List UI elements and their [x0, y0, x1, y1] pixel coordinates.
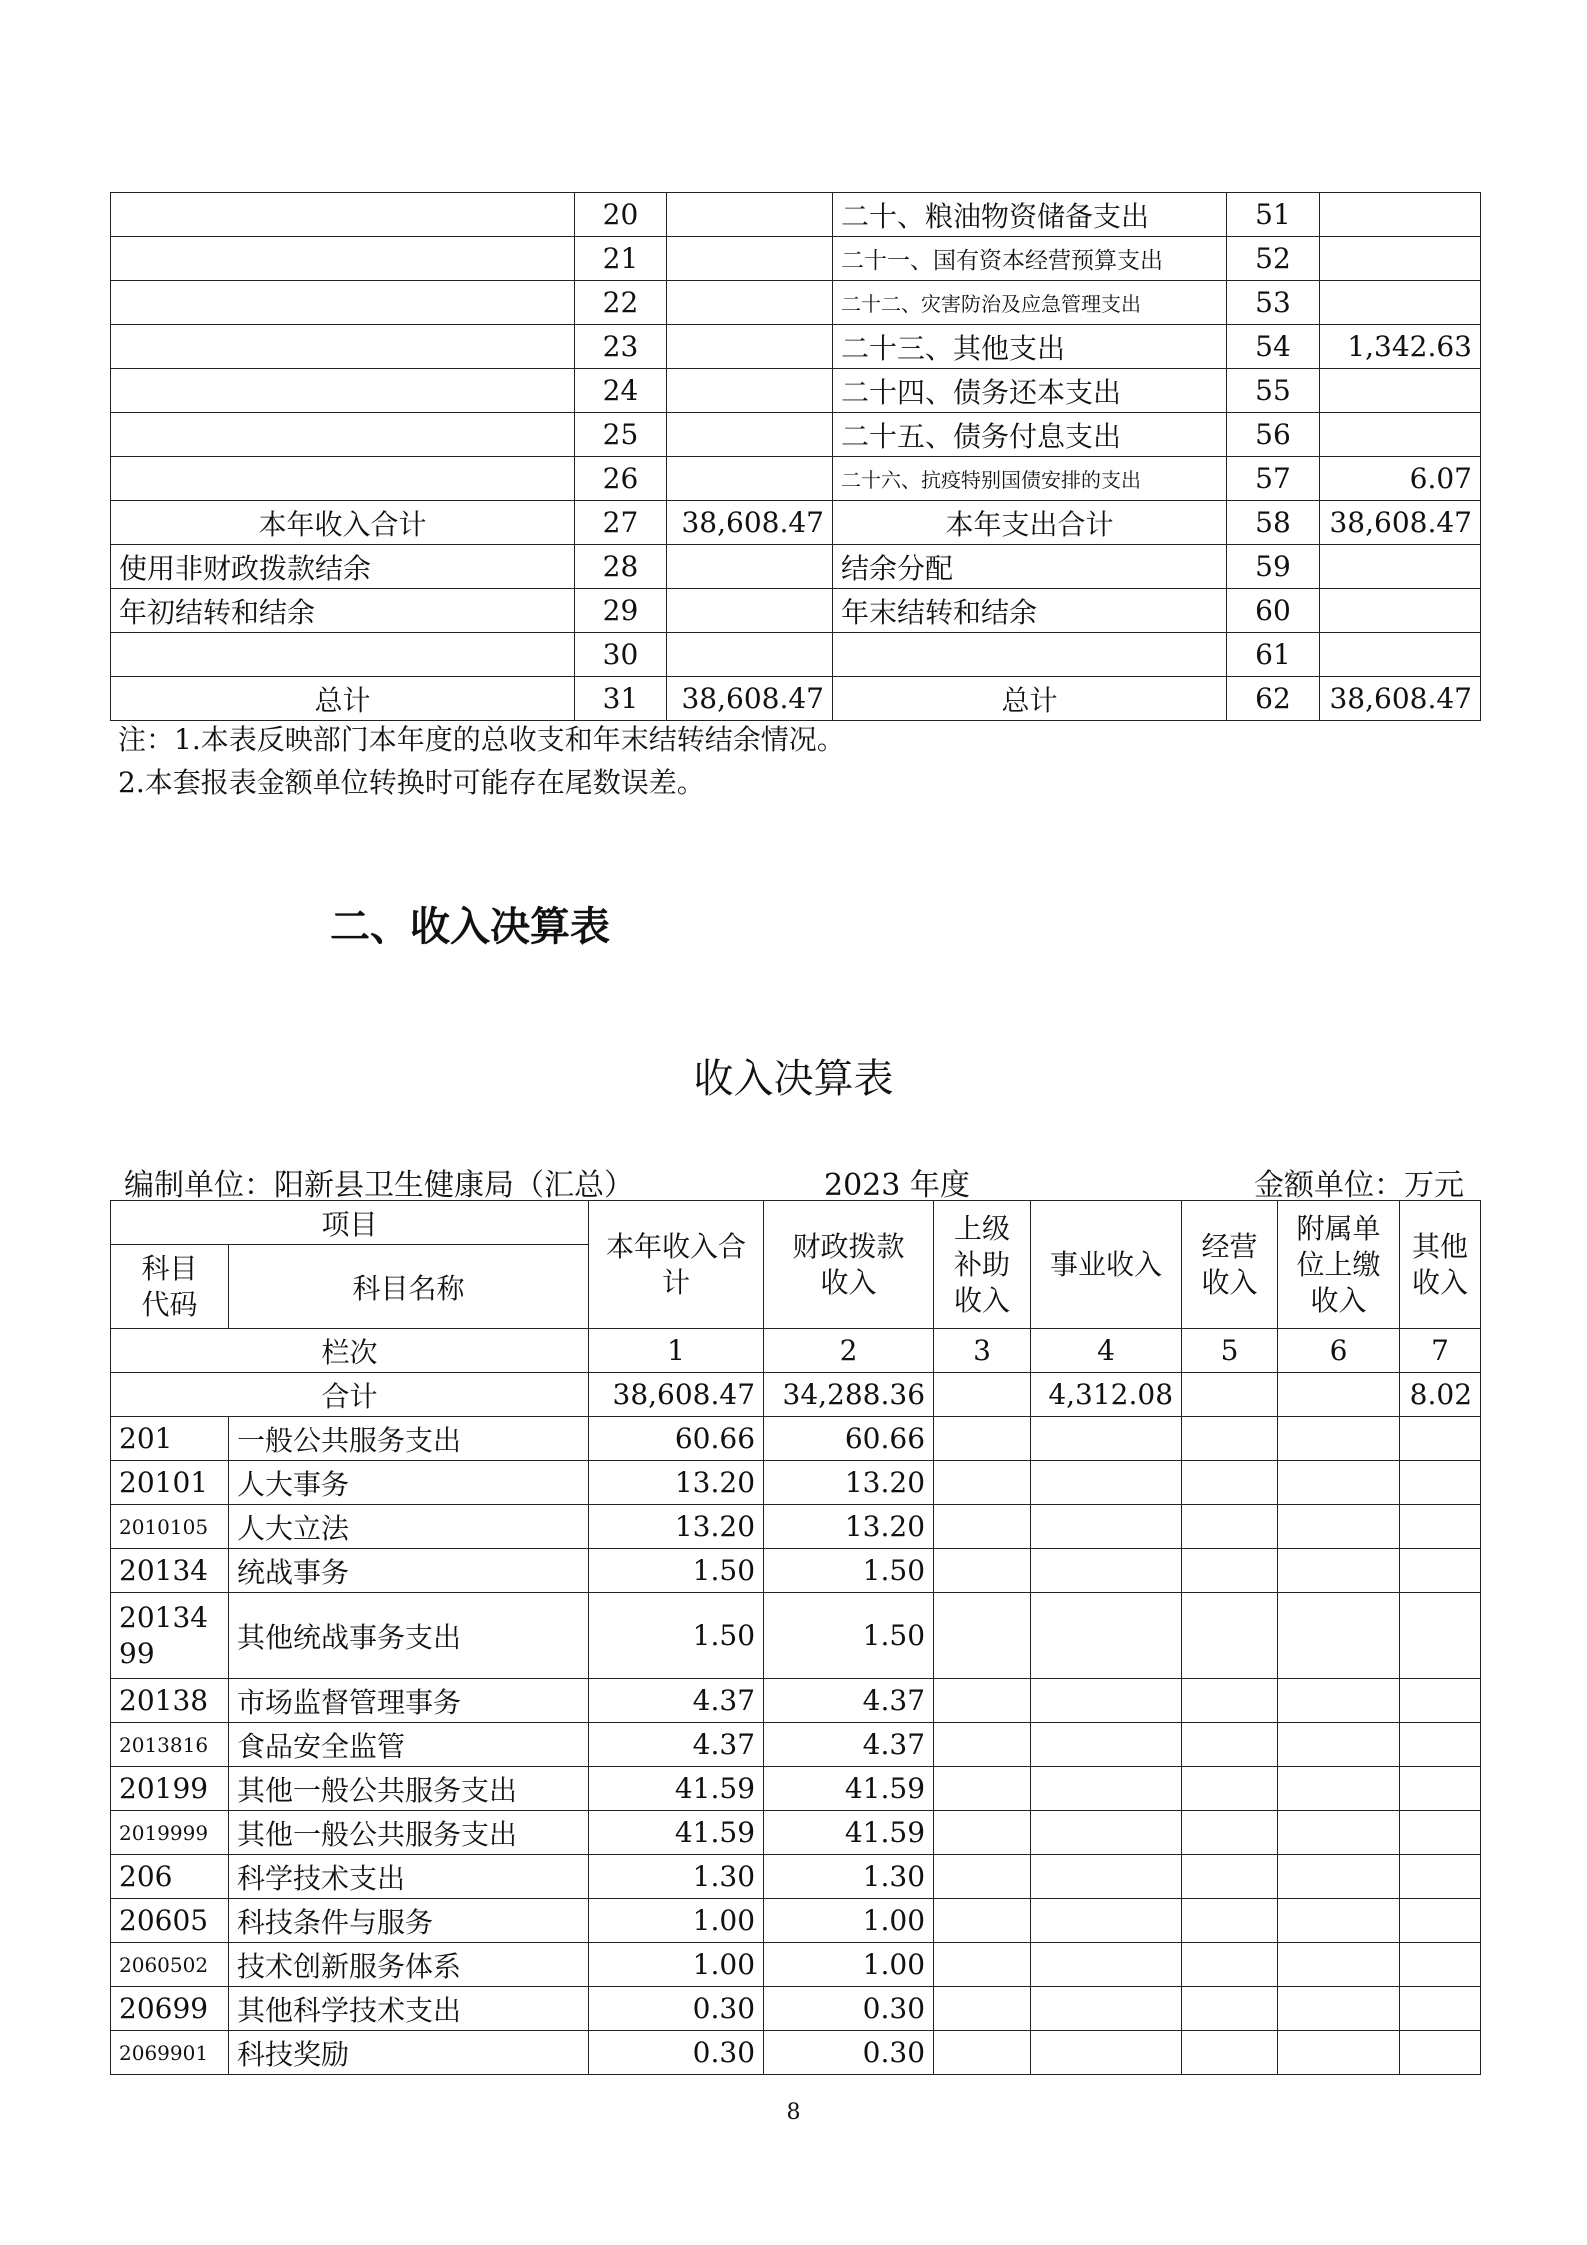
summary-left-label: 总计: [111, 677, 575, 721]
empty-cell: [1031, 1855, 1182, 1899]
summary-right-amount: [1320, 413, 1481, 457]
empty-cell: [1278, 1987, 1400, 2031]
column-number: 1: [589, 1329, 764, 1373]
amount-total: 41.59: [589, 1811, 764, 1855]
currency-unit: 金额单位：万元: [1254, 1168, 1464, 1203]
empty-cell: [1400, 1811, 1481, 1855]
summary-left-amount: [667, 281, 833, 325]
summary-row: [111, 413, 1481, 457]
summary-right-label: 结余分配: [833, 545, 1227, 589]
subject-name: 其他一般公共服务支出: [229, 1811, 589, 1855]
column-number-row: [111, 1329, 1481, 1373]
table-row: [111, 1987, 1481, 2031]
summary-left-amount: [667, 545, 833, 589]
summary-left-number: 29: [575, 589, 667, 633]
empty-cell: [934, 1417, 1031, 1461]
table-row: [111, 1549, 1481, 1593]
header-business: 事业收入: [1031, 1201, 1182, 1329]
empty-cell: [1278, 1899, 1400, 1943]
summary-left-number: 22: [575, 281, 667, 325]
subject-name: 其他统战事务支出: [229, 1593, 589, 1679]
subject-code: 2013499: [111, 1593, 229, 1679]
empty-cell: [1182, 1593, 1278, 1679]
empty-cell: [1278, 1943, 1400, 1987]
note-1: 注：1.本表反映部门本年度的总收支和年末结转结余情况。: [118, 723, 845, 756]
amount-fiscal: 1.50: [764, 1593, 934, 1679]
empty-cell: [1400, 1679, 1481, 1723]
summary-row: [111, 281, 1481, 325]
empty-cell: [934, 1855, 1031, 1899]
table-row: [111, 1723, 1481, 1767]
subject-name: 其他科学技术支出: [229, 1987, 589, 2031]
summary-left-label: [111, 457, 575, 501]
subject-code: 206: [111, 1855, 229, 1899]
summary-left-number: 27: [575, 501, 667, 545]
summary-row: [111, 457, 1481, 501]
empty-cell: [1182, 2031, 1278, 2075]
empty-cell: [934, 1593, 1031, 1679]
summary-left-label: 年初结转和结余: [111, 589, 575, 633]
amount-total: 4.37: [589, 1679, 764, 1723]
empty-cell: [1182, 1943, 1278, 1987]
empty-cell: [1182, 1855, 1278, 1899]
amount-total: 1.00: [589, 1899, 764, 1943]
amount-fiscal: 4.37: [764, 1679, 934, 1723]
summary-right-number: 53: [1227, 281, 1320, 325]
empty-cell: [934, 1461, 1031, 1505]
empty-cell: [934, 2031, 1031, 2075]
summary-row: [111, 501, 1481, 545]
subject-code: 2069901: [111, 2031, 229, 2075]
amount-total: 1.30: [589, 1855, 764, 1899]
empty-cell: [1278, 2031, 1400, 2075]
empty-cell: [934, 1723, 1031, 1767]
subject-code: 2060502: [111, 1943, 229, 1987]
fiscal-year: 2023 年度: [824, 1168, 970, 1203]
summary-right-label: 二十一、国有资本经营预算支出: [833, 237, 1227, 281]
empty-cell: [1031, 1943, 1182, 1987]
empty-cell: [1278, 1855, 1400, 1899]
empty-cell: [1278, 1723, 1400, 1767]
summary-right-label: 二十二、灾害防治及应急管理支出: [833, 281, 1227, 325]
empty-cell: [1278, 1461, 1400, 1505]
table-meta: [124, 1160, 1464, 1203]
summary-left-label: [111, 325, 575, 369]
subject-name: 科技奖励: [229, 2031, 589, 2075]
empty-cell: [1182, 1549, 1278, 1593]
empty-cell: [934, 1987, 1031, 2031]
empty-cell: [934, 1679, 1031, 1723]
summary-right-label: 二十、粮油物资储备支出: [833, 193, 1227, 237]
empty-cell: [1182, 1811, 1278, 1855]
subject-code: 2013816: [111, 1723, 229, 1767]
summary-left-label: [111, 633, 575, 677]
summary-left-amount: [667, 457, 833, 501]
total-value: [1182, 1373, 1278, 1417]
table-row: [111, 1679, 1481, 1723]
empty-cell: [1278, 1505, 1400, 1549]
summary-left-amount: [667, 589, 833, 633]
subject-name: 科技条件与服务: [229, 1899, 589, 1943]
header-name: 科目名称: [229, 1245, 589, 1329]
empty-cell: [1400, 1505, 1481, 1549]
column-number: 6: [1278, 1329, 1400, 1373]
column-number: 2: [764, 1329, 934, 1373]
empty-cell: [1031, 1723, 1182, 1767]
header-other: 其他收入: [1400, 1201, 1481, 1329]
summary-row: [111, 545, 1481, 589]
summary-right-amount: [1320, 193, 1481, 237]
summary-right-number: 59: [1227, 545, 1320, 589]
summary-right-amount: 6.07: [1320, 457, 1481, 501]
summary-row: [111, 193, 1481, 237]
total-row: [111, 1373, 1481, 1417]
empty-cell: [1182, 1505, 1278, 1549]
summary-row: [111, 677, 1481, 721]
summary-left-number: 24: [575, 369, 667, 413]
subject-name: 科学技术支出: [229, 1855, 589, 1899]
summary-right-amount: [1320, 633, 1481, 677]
total-value: 38,608.47: [589, 1373, 764, 1417]
subject-code: 20134: [111, 1549, 229, 1593]
summary-table: [110, 192, 1481, 721]
summary-left-amount: [667, 633, 833, 677]
summary-left-number: 21: [575, 237, 667, 281]
summary-right-number: 60: [1227, 589, 1320, 633]
subject-code: 20199: [111, 1767, 229, 1811]
amount-fiscal: 60.66: [764, 1417, 934, 1461]
table-row: [111, 1811, 1481, 1855]
summary-left-label: [111, 237, 575, 281]
summary-left-number: 25: [575, 413, 667, 457]
empty-cell: [1182, 1899, 1278, 1943]
empty-cell: [1182, 1987, 1278, 2031]
table-row: [111, 1461, 1481, 1505]
empty-cell: [1182, 1461, 1278, 1505]
subject-name: 统战事务: [229, 1549, 589, 1593]
empty-cell: [1278, 1811, 1400, 1855]
header-affiliated: 附属单位上缴收入: [1278, 1201, 1400, 1329]
summary-right-number: 62: [1227, 677, 1320, 721]
amount-total: 1.50: [589, 1593, 764, 1679]
empty-cell: [1400, 1417, 1481, 1461]
summary-right-number: 58: [1227, 501, 1320, 545]
summary-left-label: [111, 369, 575, 413]
total-value: 8.02: [1400, 1373, 1481, 1417]
empty-cell: [1278, 1767, 1400, 1811]
summary-row: [111, 237, 1481, 281]
summary-right-number: 51: [1227, 193, 1320, 237]
empty-cell: [1031, 1593, 1182, 1679]
section-title: 二、收入决算表: [330, 904, 610, 950]
empty-cell: [1031, 1899, 1182, 1943]
subject-code: 2019999: [111, 1811, 229, 1855]
income-table: [110, 1200, 1481, 2075]
summary-right-amount: [1320, 237, 1481, 281]
subject-code: 20101: [111, 1461, 229, 1505]
empty-cell: [934, 1811, 1031, 1855]
summary-row: [111, 369, 1481, 413]
summary-right-label: 本年支出合计: [833, 501, 1227, 545]
table-row: [111, 1943, 1481, 1987]
amount-total: 13.20: [589, 1505, 764, 1549]
table-row: [111, 1505, 1481, 1549]
summary-right-number: 52: [1227, 237, 1320, 281]
empty-cell: [1278, 1679, 1400, 1723]
subject-name: 人大立法: [229, 1505, 589, 1549]
empty-cell: [1031, 2031, 1182, 2075]
summary-left-number: 30: [575, 633, 667, 677]
notes: [118, 718, 845, 804]
empty-cell: [1400, 1549, 1481, 1593]
amount-total: 1.50: [589, 1549, 764, 1593]
column-number: 3: [934, 1329, 1031, 1373]
amount-total: 0.30: [589, 2031, 764, 2075]
empty-cell: [1400, 1987, 1481, 2031]
table-row: [111, 2031, 1481, 2075]
empty-cell: [1182, 1767, 1278, 1811]
summary-left-label: [111, 413, 575, 457]
empty-cell: [1182, 1417, 1278, 1461]
empty-cell: [1400, 2031, 1481, 2075]
subject-name: 食品安全监管: [229, 1723, 589, 1767]
summary-right-number: 61: [1227, 633, 1320, 677]
total-value: [1278, 1373, 1400, 1417]
amount-total: 41.59: [589, 1767, 764, 1811]
summary-left-number: 20: [575, 193, 667, 237]
table-row: [111, 1417, 1481, 1461]
empty-cell: [934, 1943, 1031, 1987]
summary-right-label: 二十五、债务付息支出: [833, 413, 1227, 457]
column-number: 5: [1182, 1329, 1278, 1373]
amount-fiscal: 1.30: [764, 1855, 934, 1899]
amount-fiscal: 13.20: [764, 1461, 934, 1505]
note-2: 2.本套报表金额单位转换时可能存在尾数误差。: [118, 766, 705, 799]
amount-fiscal: 0.30: [764, 2031, 934, 2075]
table-title: 收入决算表: [693, 1056, 894, 1102]
table-row: [111, 1593, 1481, 1679]
subject-code: 20699: [111, 1987, 229, 2031]
amount-total: 0.30: [589, 1987, 764, 2031]
amount-total: 1.00: [589, 1943, 764, 1987]
summary-left-amount: [667, 413, 833, 457]
amount-fiscal: 1.00: [764, 1899, 934, 1943]
empty-cell: [1400, 1899, 1481, 1943]
amount-fiscal: 13.20: [764, 1505, 934, 1549]
summary-left-amount: 38,608.47: [667, 501, 833, 545]
empty-cell: [1400, 1943, 1481, 1987]
empty-cell: [1182, 1723, 1278, 1767]
subject-name: 人大事务: [229, 1461, 589, 1505]
column-number: 7: [1400, 1329, 1481, 1373]
summary-left-amount: [667, 325, 833, 369]
summary-right-label: 二十四、债务还本支出: [833, 369, 1227, 413]
empty-cell: [1278, 1549, 1400, 1593]
empty-cell: [1031, 1505, 1182, 1549]
empty-cell: [1278, 1417, 1400, 1461]
summary-right-amount: 38,608.47: [1320, 677, 1481, 721]
summary-right-label: 二十六、抗疫特别国债安排的支出: [833, 457, 1227, 501]
empty-cell: [1400, 1461, 1481, 1505]
summary-right-amount: [1320, 545, 1481, 589]
empty-cell: [1031, 1987, 1182, 2031]
summary-row: [111, 633, 1481, 677]
amount-total: 60.66: [589, 1417, 764, 1461]
summary-left-number: 26: [575, 457, 667, 501]
amount-fiscal: 0.30: [764, 1987, 934, 2031]
header-operating: 经营收入: [1182, 1201, 1278, 1329]
summary-right-amount: 38,608.47: [1320, 501, 1481, 545]
subject-name: 市场监督管理事务: [229, 1679, 589, 1723]
subject-code: 20138: [111, 1679, 229, 1723]
summary-right-amount: [1320, 369, 1481, 413]
total-value: 34,288.36: [764, 1373, 934, 1417]
subject-name: 一般公共服务支出: [229, 1417, 589, 1461]
header-code: 科目代码: [111, 1245, 229, 1329]
summary-left-label: [111, 193, 575, 237]
page-number: 8: [786, 2100, 801, 2125]
subject-code: 201: [111, 1417, 229, 1461]
total-value: [934, 1373, 1031, 1417]
subject-name: 技术创新服务体系: [229, 1943, 589, 1987]
summary-right-amount: [1320, 589, 1481, 633]
amount-fiscal: 4.37: [764, 1723, 934, 1767]
summary-right-label: [833, 633, 1227, 677]
header-subsidy: 上级补助收入: [934, 1201, 1031, 1329]
empty-cell: [1031, 1549, 1182, 1593]
empty-cell: [1400, 1767, 1481, 1811]
summary-left-number: 31: [575, 677, 667, 721]
subject-name: 其他一般公共服务支出: [229, 1767, 589, 1811]
empty-cell: [1400, 1855, 1481, 1899]
empty-cell: [934, 1549, 1031, 1593]
table-row: [111, 1855, 1481, 1899]
amount-fiscal: 1.00: [764, 1943, 934, 1987]
header-project: 项目: [111, 1201, 589, 1245]
empty-cell: [1400, 1593, 1481, 1679]
summary-left-label: [111, 281, 575, 325]
summary-left-amount: [667, 193, 833, 237]
amount-total: 4.37: [589, 1723, 764, 1767]
empty-cell: [1400, 1723, 1481, 1767]
summary-right-number: 55: [1227, 369, 1320, 413]
empty-cell: [1031, 1767, 1182, 1811]
subject-code: 2010105: [111, 1505, 229, 1549]
empty-cell: [934, 1505, 1031, 1549]
total-label: 合计: [111, 1373, 589, 1417]
table-row: [111, 1767, 1481, 1811]
summary-right-label: 二十三、其他支出: [833, 325, 1227, 369]
amount-total: 13.20: [589, 1461, 764, 1505]
empty-cell: [1031, 1417, 1182, 1461]
amount-fiscal: 41.59: [764, 1767, 934, 1811]
amount-fiscal: 41.59: [764, 1811, 934, 1855]
summary-left-amount: [667, 369, 833, 413]
empty-cell: [1031, 1461, 1182, 1505]
summary-left-amount: 38,608.47: [667, 677, 833, 721]
summary-right-number: 57: [1227, 457, 1320, 501]
empty-cell: [1031, 1679, 1182, 1723]
empty-cell: [1278, 1593, 1400, 1679]
table-row: [111, 1899, 1481, 1943]
compiling-unit: 编制单位：阳新县卫生健康局（汇总）: [124, 1168, 634, 1203]
column-number: 4: [1031, 1329, 1182, 1373]
summary-right-amount: [1320, 281, 1481, 325]
summary-row: [111, 589, 1481, 633]
total-value: 4,312.08: [1031, 1373, 1182, 1417]
empty-cell: [1182, 1679, 1278, 1723]
summary-right-number: 54: [1227, 325, 1320, 369]
empty-cell: [934, 1899, 1031, 1943]
summary-right-number: 56: [1227, 413, 1320, 457]
summary-row: [111, 325, 1481, 369]
summary-left-label: 使用非财政拨款结余: [111, 545, 575, 589]
summary-right-amount: 1,342.63: [1320, 325, 1481, 369]
empty-cell: [934, 1767, 1031, 1811]
summary-left-amount: [667, 237, 833, 281]
summary-left-label: 本年收入合计: [111, 501, 575, 545]
summary-left-number: 28: [575, 545, 667, 589]
header-fiscal: 财政拨款收入: [764, 1201, 934, 1329]
summary-left-number: 23: [575, 325, 667, 369]
amount-fiscal: 1.50: [764, 1549, 934, 1593]
summary-right-label: 总计: [833, 677, 1227, 721]
column-number-label: 栏次: [111, 1329, 589, 1373]
header-total: 本年收入合计: [589, 1201, 764, 1329]
summary-right-label: 年末结转和结余: [833, 589, 1227, 633]
empty-cell: [1031, 1811, 1182, 1855]
subject-code: 20605: [111, 1899, 229, 1943]
